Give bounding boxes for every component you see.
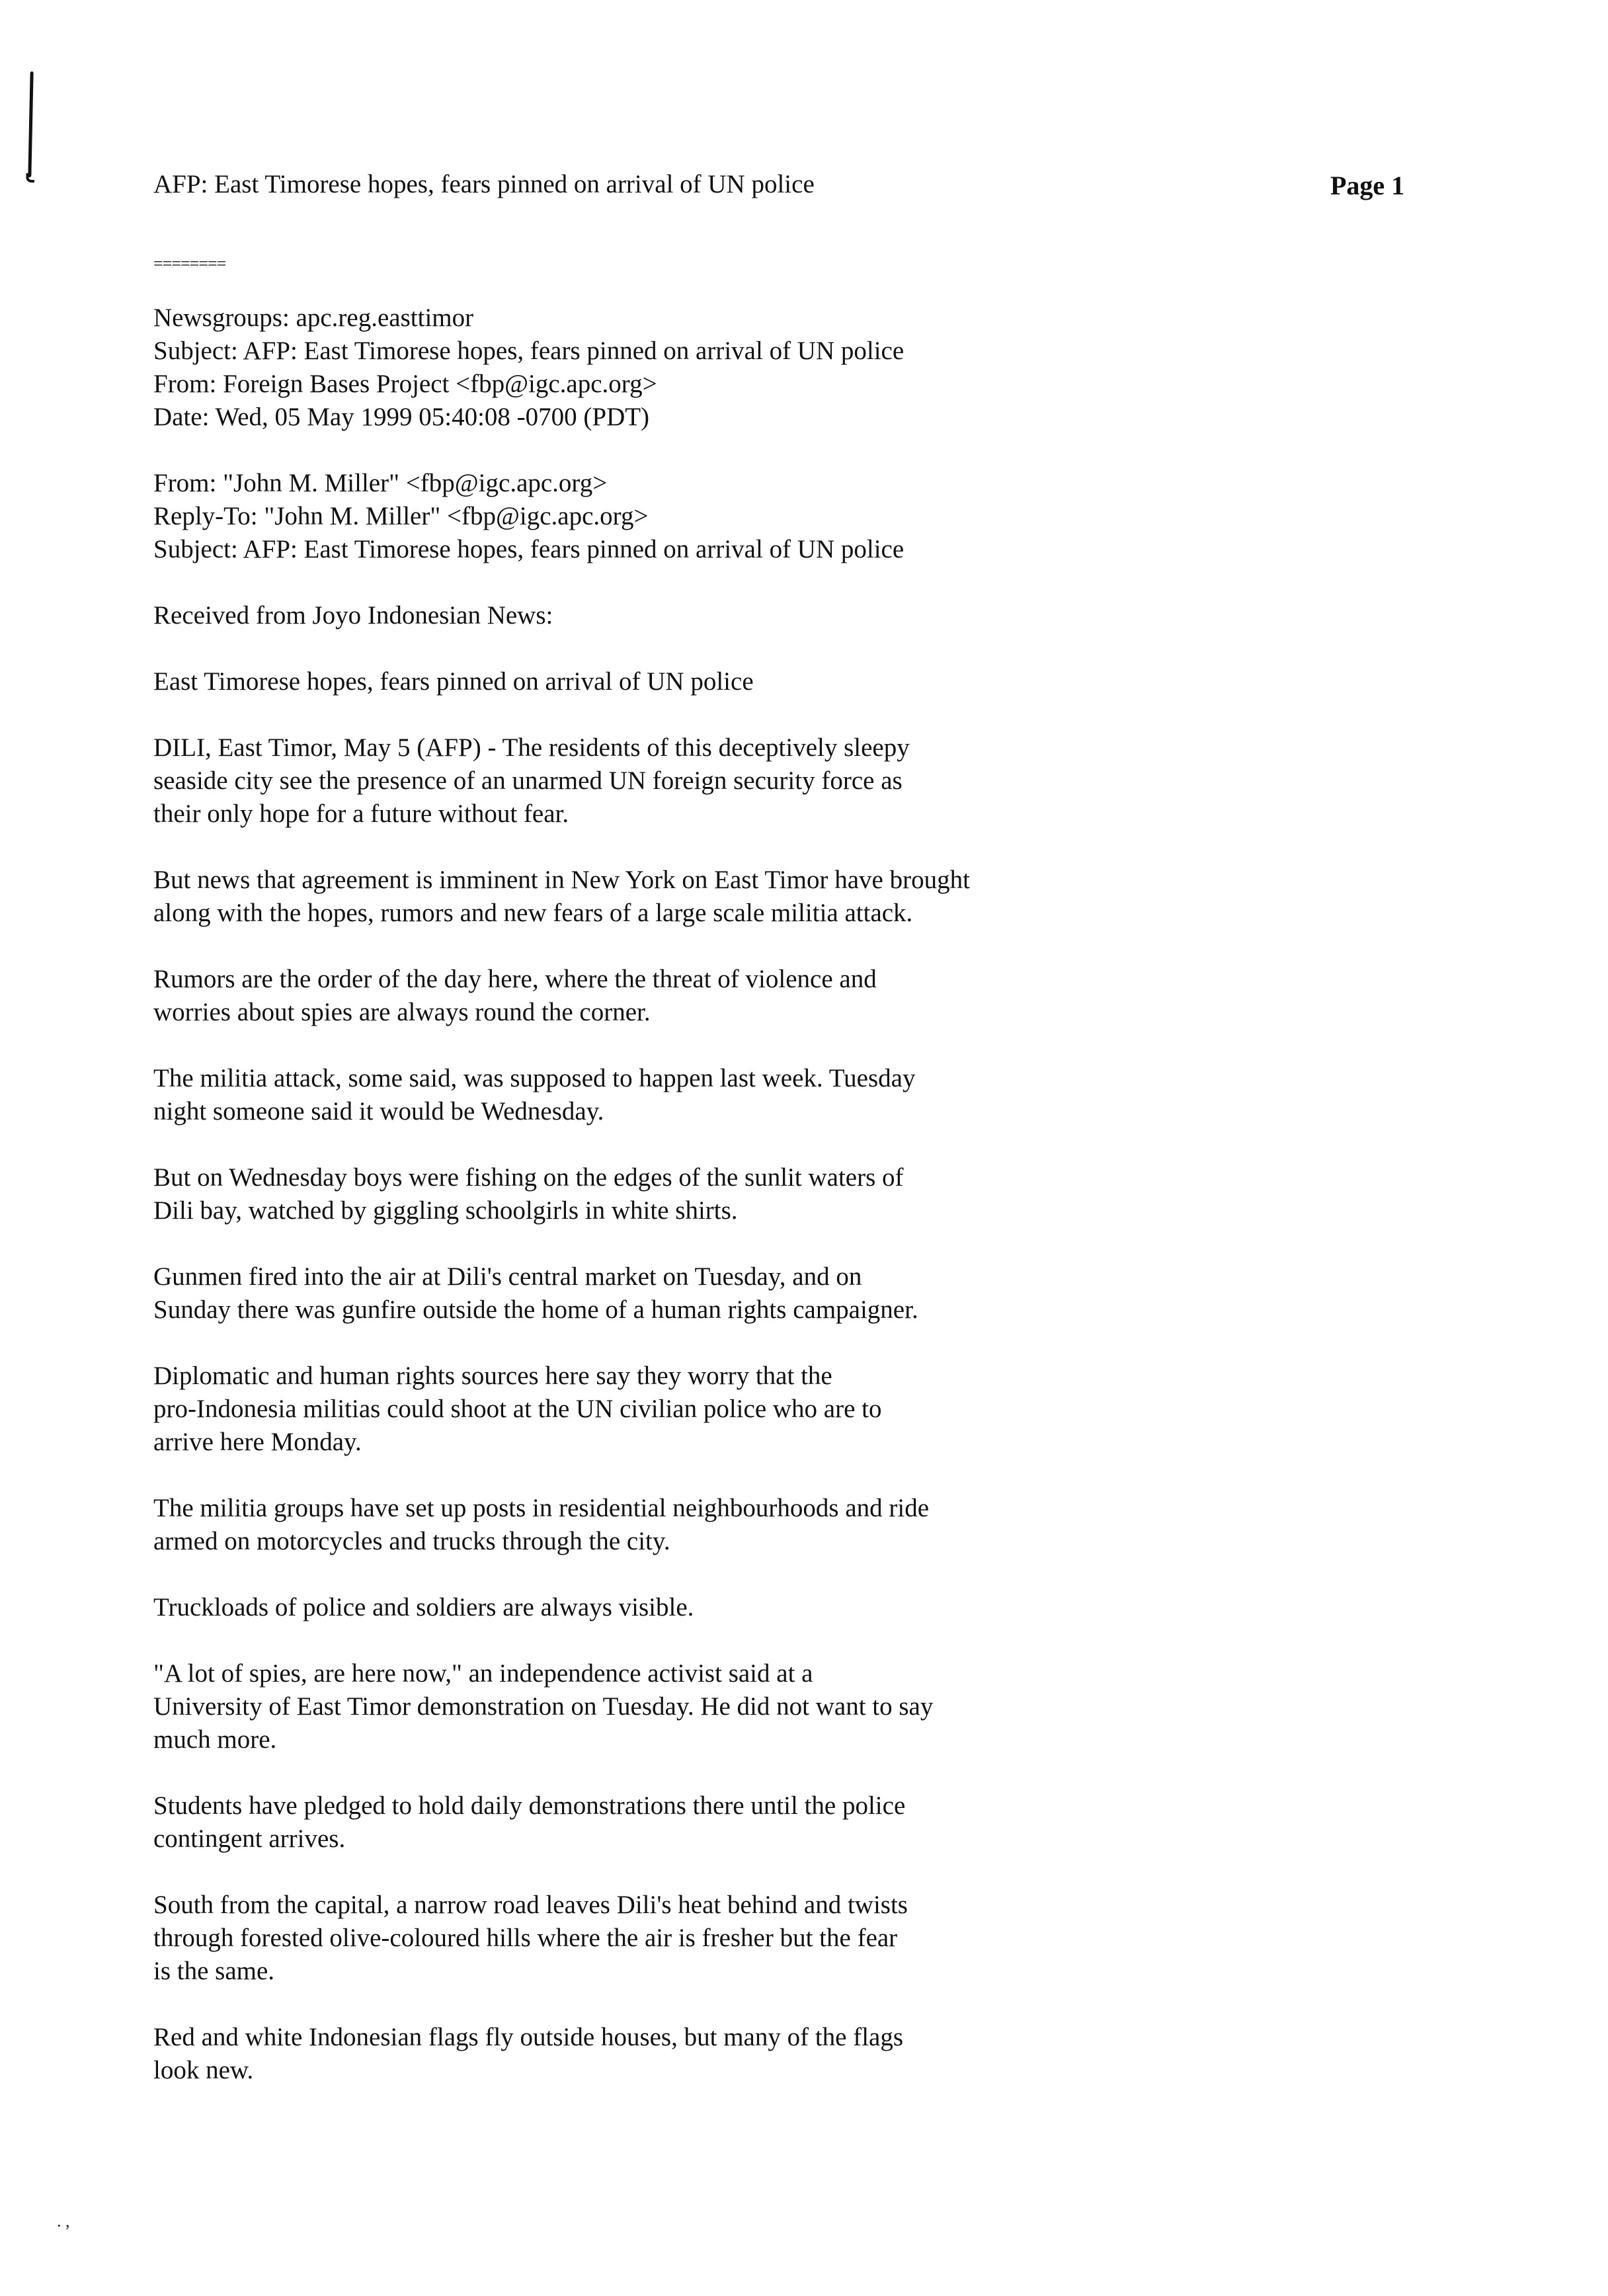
paragraph-line: Sunday there was gunfire outside the home of a human rights campaigner. <box>153 1295 918 1324</box>
header-subject: Subject: AFP: East Timorese hopes, fears pinned on arrival of UN police <box>153 337 904 365</box>
article-paragraph-2 <box>153 864 1106 930</box>
article-paragraph-6 <box>153 1260 1106 1327</box>
paragraph-line: contingent arrives. <box>153 1824 346 1853</box>
header-date: Date: Wed, 05 May 1999 05:40:08 -0700 (PDT) <box>153 403 650 431</box>
paragraph-line: "A lot of spies, are here now," an independence activist said at a <box>153 1659 813 1688</box>
article-paragraph-3 <box>153 963 1106 1029</box>
separator-line: ======== <box>153 254 226 273</box>
paragraph-line: The militia attack, some said, was supposed to happen last week. Tuesday <box>153 1064 916 1092</box>
article-title <box>153 665 1106 698</box>
paragraph-line: is the same. <box>153 1957 275 1985</box>
received-text: Received from Joyo Indonesian News: <box>153 601 553 630</box>
paragraph-line: Dili bay, watched by giggling schoolgirls in white shirts. <box>153 1196 738 1225</box>
header-from: From: Foreign Bases Project <fbp@igc.apc.org> <box>153 370 657 398</box>
article-paragraph-5 <box>153 1161 1106 1227</box>
paragraph-line: The militia groups have set up posts in residential neighbourhoods and ride <box>153 1494 930 1522</box>
scan-artifact-marks: . , <box>57 2211 70 2231</box>
paragraph-line: seaside city see the presence of an unarmed UN foreign security force as <box>153 766 903 795</box>
newsgroup-header-block <box>153 302 1106 434</box>
paragraph-line: But on Wednesday boys were fishing on the edges of the sunlit waters of <box>153 1163 904 1192</box>
article-paragraph-11 <box>153 1789 1106 1856</box>
article-paragraph-8 <box>153 1492 1106 1558</box>
paragraph-line: DILI, East Timor, May 5 (AFP) - The residents of this deceptively sleepy <box>153 733 910 762</box>
paragraph-line: But news that agreement is imminent in New York on East Timor have brought <box>153 866 970 894</box>
article-paragraph-12 <box>153 1889 1106 1988</box>
paragraph-line: Truckloads of police and soldiers are always visible. <box>153 1593 694 1621</box>
article-paragraph-1 <box>153 731 1106 831</box>
message-body <box>153 302 1106 2120</box>
paragraph-line: worries about spies are always round the corner. <box>153 998 651 1026</box>
article-paragraph-10 <box>153 1657 1106 1756</box>
paragraph-line: University of East Timor demonstration on Tuesday. He did not want to say <box>153 1692 934 1721</box>
article-paragraph-4 <box>153 1062 1106 1128</box>
paragraph-line: South from the capital, a narrow road leaves Dili's heat behind and twists <box>153 1891 908 1919</box>
paragraph-line: night someone said it would be Wednesday. <box>153 1097 604 1126</box>
article-title-text: East Timorese hopes, fears pinned on arrival of UN police <box>153 667 754 696</box>
paragraph-line: Students have pledged to hold daily demonstrations there until the police <box>153 1791 906 1820</box>
paragraph-line: along with the hopes, rumors and new fears of a large scale militia attack. <box>153 899 913 927</box>
forward-header-block <box>153 467 1106 566</box>
article-paragraph-13 <box>153 2021 1106 2087</box>
paragraph-line: through forested olive-coloured hills where the air is fresher but the fear <box>153 1924 898 1952</box>
article-paragraph-9 <box>153 1591 1106 1624</box>
paragraph-line: arrive here Monday. <box>153 1428 362 1456</box>
paragraph-line: Rumors are the order of the day here, where the threat of violence and <box>153 965 877 993</box>
forward-subject: Subject: AFP: East Timorese hopes, fears pinned on arrival of UN police <box>153 535 904 563</box>
paragraph-line: look new. <box>153 2056 254 2084</box>
forward-reply-to: Reply-To: "John M. Miller" <fbp@igc.apc.org> <box>153 502 649 530</box>
paragraph-line: their only hope for a future without fear. <box>153 800 569 828</box>
received-from-line <box>153 599 1106 632</box>
header-newsgroups: Newsgroups: apc.reg.easttimor <box>153 304 474 332</box>
forward-from: From: "John M. Miller" <fbp@igc.apc.org> <box>153 469 608 497</box>
article-paragraph-7 <box>153 1360 1106 1459</box>
paragraph-line: much more. <box>153 1725 277 1754</box>
paragraph-line: Diplomatic and human rights sources here say they worry that the <box>153 1362 832 1390</box>
paragraph-line: Gunmen fired into the air at Dili's central market on Tuesday, and on <box>153 1262 862 1291</box>
page-header-title: AFP: East Timorese hopes, fears pinned on arrival of UN police <box>153 170 815 198</box>
paragraph-line: Red and white Indonesian flags fly outside houses, but many of the flags <box>153 2023 904 2051</box>
margin-pen-mark <box>28 71 33 177</box>
paragraph-line: pro-Indonesia militias could shoot at the UN civilian police who are to <box>153 1395 882 1423</box>
page-number: Page 1 <box>1330 171 1405 200</box>
paragraph-line: armed on motorcycles and trucks through the city. <box>153 1527 670 1555</box>
